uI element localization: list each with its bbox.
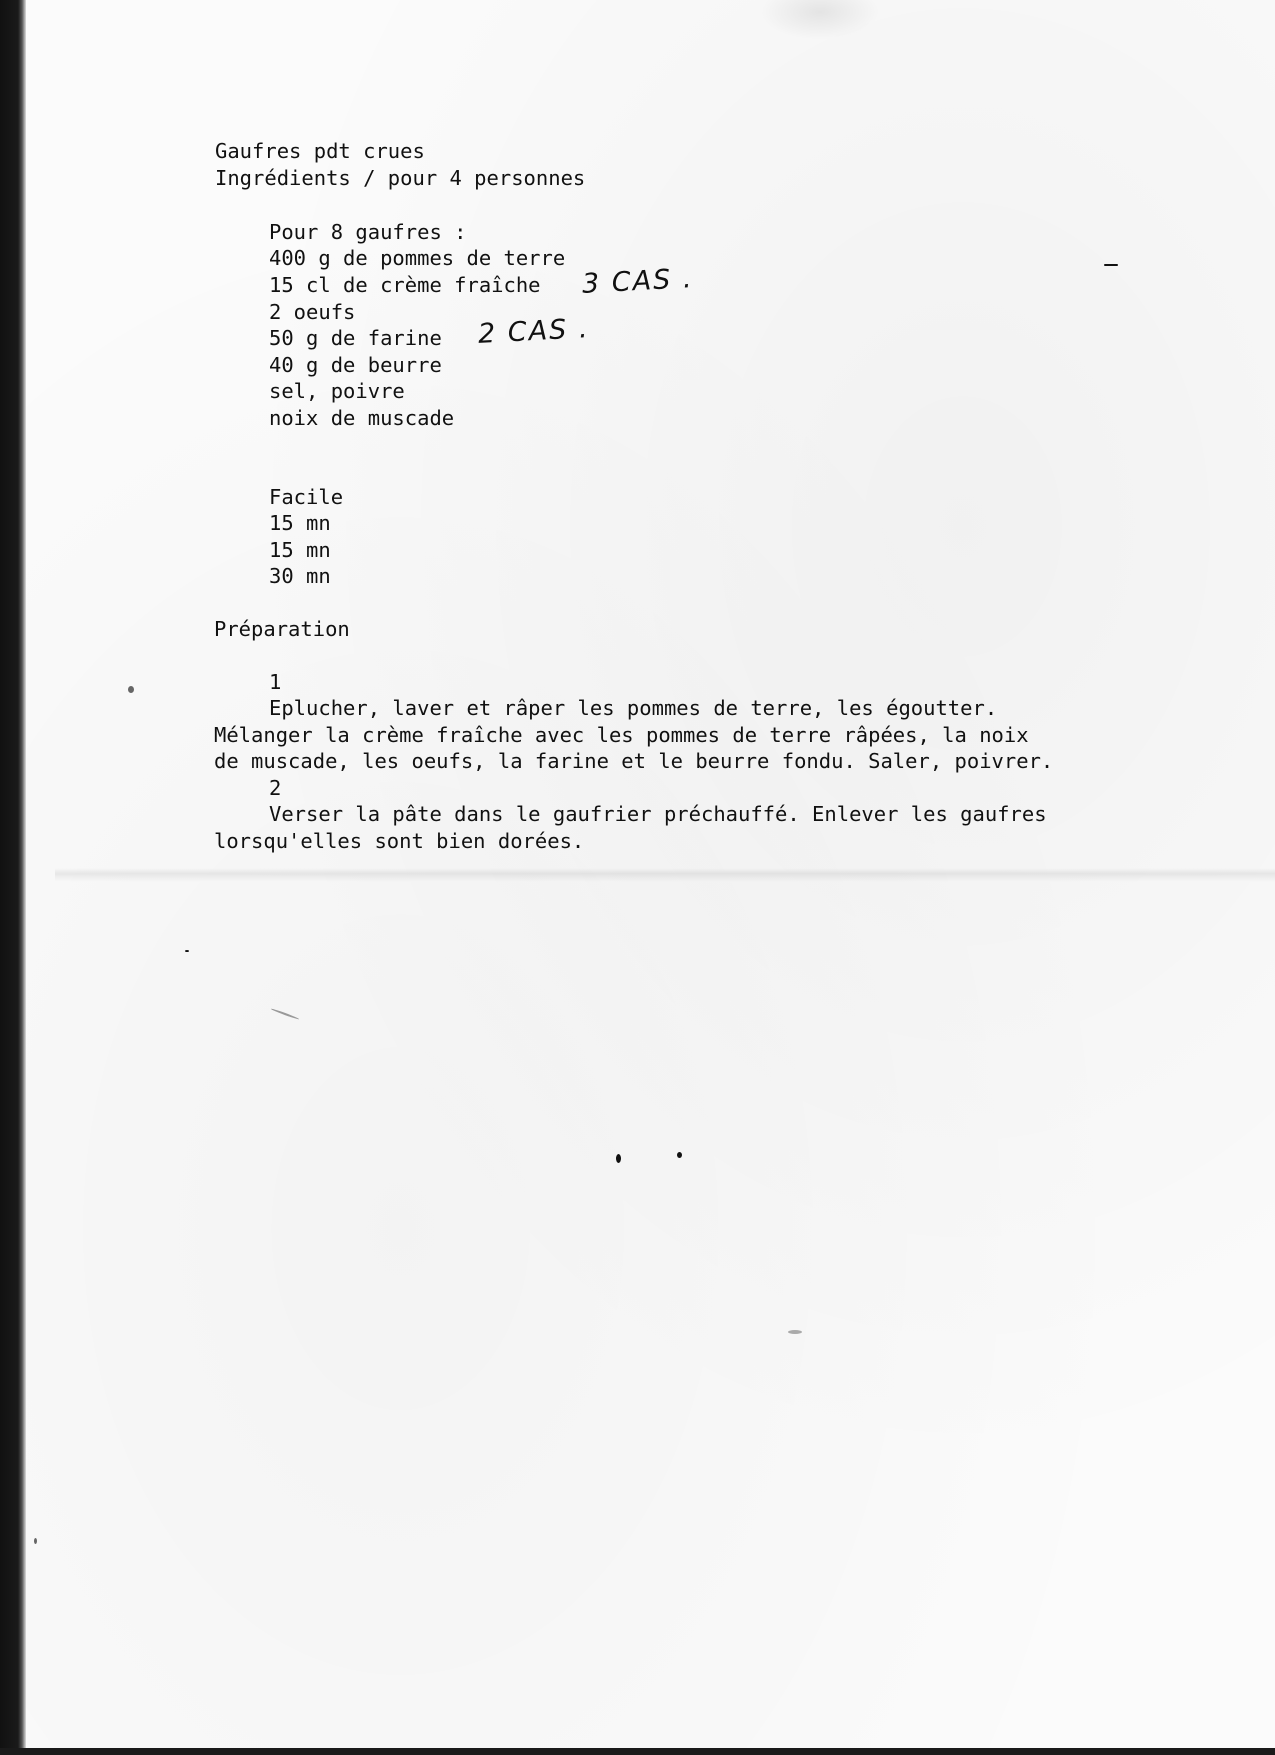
- preparation-heading: Préparation: [214, 617, 350, 641]
- scan-left-edge: [0, 0, 26, 1755]
- scan-bottom-edge: [0, 1748, 1275, 1755]
- paper-crease: [760, 0, 880, 40]
- handwritten-note-creme: 3 CAS .: [581, 263, 695, 300]
- ink-speck: [1104, 264, 1118, 266]
- step-number: 2: [269, 776, 282, 800]
- step-text: Verser la pâte dans le gaufrier préchauffé. Enlever les gaufres: [269, 802, 1047, 826]
- ink-speck: [616, 1154, 621, 1163]
- ink-speck: [185, 950, 189, 952]
- ink-speck: [677, 1152, 682, 1158]
- time-value: 15 mn: [269, 511, 331, 535]
- time-value: 30 mn: [269, 564, 331, 588]
- ingredient-item: 15 cl de crème fraîche: [269, 273, 541, 297]
- ingredient-item: noix de muscade: [269, 406, 455, 430]
- step-text: de muscade, les oeufs, la farine et le beurre fondu. Saler, poivrer.: [214, 749, 1054, 773]
- ink-speck: [128, 686, 134, 693]
- step-number: 1: [269, 670, 282, 694]
- time-value: 15 mn: [269, 538, 331, 562]
- ingredient-item: 50 g de farine: [269, 326, 442, 350]
- ink-speck: [788, 1330, 802, 1334]
- step-text: Eplucher, laver et râper les pommes de terre, les égoutter.: [269, 696, 998, 720]
- ingredient-item: 400 g de pommes de terre: [269, 246, 566, 270]
- step-text: lorsqu'elles sont bien dorées.: [214, 829, 585, 853]
- yield-line: Pour 8 gaufres :: [269, 220, 467, 244]
- handwritten-note-farine: 2 CAS .: [477, 313, 591, 350]
- step-text: Mélanger la crème fraîche avec les pommes de terre râpées, la noix: [214, 723, 1029, 747]
- recipe-title: Gaufres pdt crues: [215, 139, 425, 163]
- ink-speck: [34, 1538, 37, 1544]
- ingredient-item: sel, poivre: [269, 379, 405, 403]
- ingredient-item: 2 oeufs: [269, 300, 356, 324]
- paper-fold: [55, 868, 1275, 882]
- recipe-subtitle: Ingrédients / pour 4 personnes: [215, 166, 586, 190]
- ingredient-item: 40 g de beurre: [269, 353, 442, 377]
- difficulty: Facile: [269, 485, 344, 509]
